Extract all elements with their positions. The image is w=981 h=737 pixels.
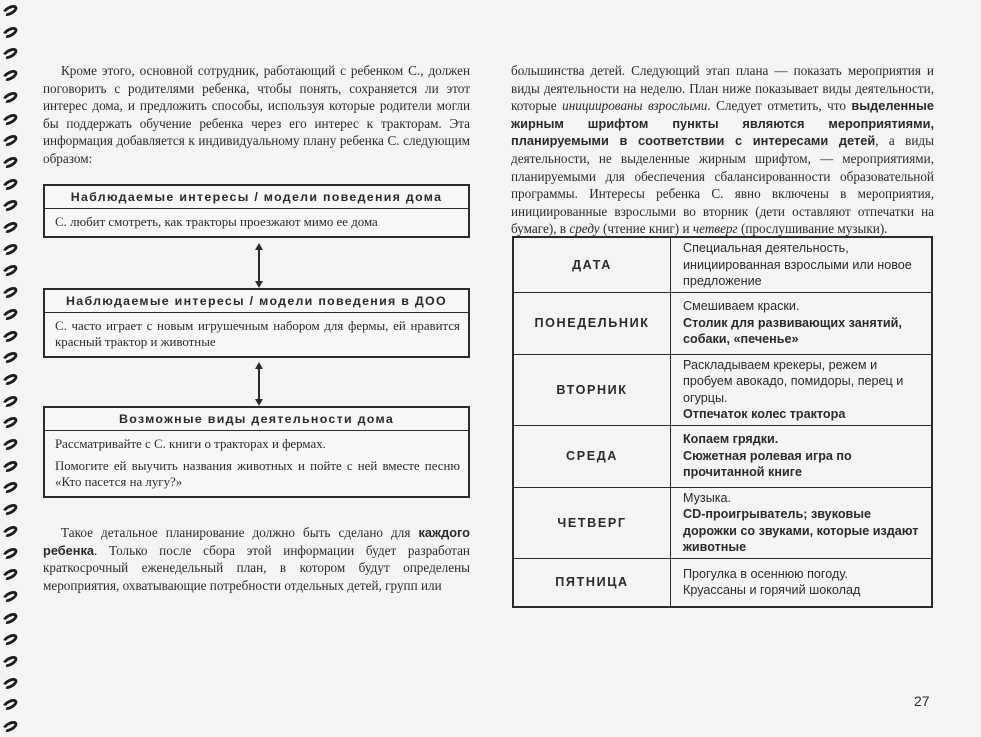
page-number: 27	[914, 693, 930, 709]
plan-activity-item: Музыка.	[683, 490, 732, 505]
binding-ring	[1, 415, 19, 430]
binding-ring	[1, 263, 19, 278]
plan-day-cell: ДАТА	[513, 237, 671, 292]
plan-activity-item: Круассаны и горячий шоколад	[683, 583, 861, 598]
plan-day-cell: ЧЕТВЕРГ	[513, 487, 671, 558]
text-run: большинства детей. Следующий этап плана — показать мероприятия и виды деятельности на неделю. План ниже показывает виды деятельности, которые	[511, 63, 934, 114]
double-arrow-icon	[256, 362, 262, 406]
text-run: Такое детальное планирование должно быть сделано для	[61, 525, 419, 540]
binding-ring	[1, 90, 19, 105]
flow-box-title: Наблюдаемые интересы / модели поведения в ДОО	[45, 290, 468, 313]
binding-ring	[1, 697, 19, 712]
text-run: среду	[569, 221, 600, 237]
flow-box-body	[45, 209, 468, 236]
text-run: . Только после сбора этой информации будет разработан краткосрочный еженедельный план, в котором будут определены мероприятия, охватывающие потребности отдельных детей, групп или	[43, 542, 470, 593]
plan-activity-item: Прогулка в осеннюю погоду.	[683, 566, 848, 581]
binding-ring	[1, 654, 19, 669]
plan-activity-item: Отпечаток колес трактора	[683, 407, 846, 421]
text-run: (прослушивание музыки).	[737, 221, 888, 237]
text-run: . Следует отметить, что	[707, 98, 852, 114]
binding-ring	[1, 133, 19, 148]
binding-ring	[1, 3, 19, 18]
binding-ring	[1, 502, 19, 517]
text-run: инициированы взрослыми	[562, 98, 708, 114]
plan-activity-item: Столик для развивающих занятий, собаки, «печенье»	[683, 315, 902, 347]
binding-ring	[1, 610, 19, 625]
binding-ring	[1, 719, 19, 734]
binding-ring	[1, 524, 19, 539]
binding-ring	[1, 372, 19, 387]
double-arrow-icon	[256, 243, 262, 288]
plan-activity-cell	[671, 558, 933, 607]
binding-ring	[1, 437, 19, 452]
binding-ring	[1, 567, 19, 582]
binding-ring	[1, 307, 19, 322]
plan-row	[513, 292, 932, 354]
binding-ring	[1, 176, 19, 191]
plan-day-cell: ВТОРНИК	[513, 354, 671, 425]
flow-box-line: Помогите ей выучить названия животных и пойте с ней вместе песню «Кто пасется на лугу?»	[55, 459, 460, 489]
binding-ring	[1, 458, 19, 473]
flow-box-title: Наблюдаемые интересы / модели поведения дома	[45, 186, 468, 209]
binding-ring	[1, 46, 19, 61]
plan-activity-item: Смешиваем краски.	[683, 299, 800, 314]
plan-activity-item: CD-проигрыватель; звуковые дорожки со звуками, которые издают животные	[683, 507, 919, 554]
plan-activity-item: Сюжетная ролевая игра по прочитанной книге	[683, 448, 852, 480]
binding-ring	[1, 632, 19, 647]
left-outro-paragraph	[43, 524, 470, 594]
flow-box-body	[45, 431, 468, 496]
flow-box-line: С. любит смотреть, как тракторы проезжают мимо ее дома	[55, 215, 378, 229]
binding-ring	[1, 350, 19, 365]
flow-box-line: С. часто играет с новым игрушечным набором для фермы, ей нравится красный трактор и животные	[55, 319, 460, 349]
flow-box-title: Возможные виды деятельности дома	[45, 408, 468, 431]
binding-ring	[1, 241, 19, 256]
plan-row	[513, 487, 932, 558]
plan-row	[513, 425, 932, 487]
plan-day-cell: ПЯТНИЦА	[513, 558, 671, 607]
flow-box-home-interests	[43, 184, 470, 238]
plan-day-cell: ПОНЕДЕЛЬНИК	[513, 292, 671, 354]
plan-activity-item: Специальная деятельность, инициированная взрослыми или новое предложение	[683, 241, 912, 288]
right-column-paragraph	[511, 62, 934, 238]
plan-activity-cell	[671, 487, 933, 558]
plan-activity-cell	[671, 425, 933, 487]
binding-ring	[1, 24, 19, 39]
binding-ring	[1, 285, 19, 300]
flow-box-body	[45, 313, 468, 356]
left-intro-paragraph	[43, 62, 470, 168]
text-run: выделенные жирным шрифтом пункты являются мероприятиями, планируемыми в соответствии с интересами детей	[511, 98, 934, 149]
text-run: , а виды деятельности, не выделенные жирным шрифтом, — мероприятиями, планируемыми для обеспечения сбалансированности образовательной программы. Интересы ребенка С. явно включены в мероприятия, инициированные взрослыми во вторник (дети оставляют отпечатки на бумаге), в	[511, 133, 934, 237]
binding-ring	[1, 589, 19, 604]
plan-day-cell: СРЕДА	[513, 425, 671, 487]
weekly-plan-table	[512, 236, 933, 608]
binding-ring	[1, 198, 19, 213]
plan-activity-item: Копаем грядки.	[683, 432, 779, 447]
binding-ring	[1, 480, 19, 495]
plan-row	[513, 558, 932, 607]
text-run: (чтение книг) и	[599, 221, 693, 237]
plan-row	[513, 354, 932, 425]
binding-ring	[1, 68, 19, 83]
binding-ring	[1, 155, 19, 170]
plan-row	[513, 237, 932, 292]
plan-activity-cell	[671, 292, 933, 354]
binding-ring	[1, 220, 19, 235]
binding-ring	[1, 328, 19, 343]
binding-ring	[1, 545, 19, 560]
plan-activity-item: Раскладываем крекеры, режем и пробуем авокадо, помидоры, перец и огурцы.	[683, 357, 904, 405]
binding-ring	[1, 393, 19, 408]
flow-box-preschool-interests	[43, 288, 470, 358]
text-run: четверг	[692, 221, 738, 237]
text-run: каждого ребенка	[43, 525, 470, 558]
flow-box-home-activities	[43, 406, 470, 498]
flow-box-line: Рассматривайте с С. книги о тракторах и фермах.	[55, 437, 326, 451]
binding-ring	[1, 675, 19, 690]
binding-ring	[1, 111, 19, 126]
plan-activity-cell	[671, 237, 933, 292]
spiral-binding	[0, 0, 22, 737]
text-run: Кроме этого, основной сотрудник, работающий с ребенком С., должен поговорить с родителями ребенка, чтобы понять, сохраняется ли этот интерес дома, и предложить способы, используя которые родители могли бы поддержать обучение ребенка через его интерес к тракторам. Эта информация добавляется к индивидуальному плану ребенка С. следующим образом:	[43, 63, 470, 166]
plan-activity-cell	[671, 354, 933, 425]
